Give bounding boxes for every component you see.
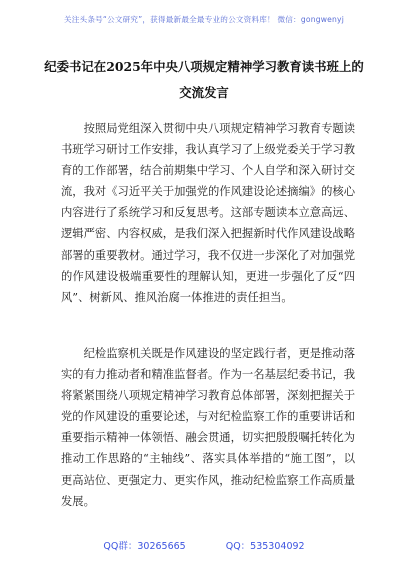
paragraph-2: 纪检监察机关既是作风建设的坚定践行者，更是推动落实的有力推动者和精准监督者。作为一名基层纪委书记，我将紧紧围绕八项规定精神学习教育总体部署，深刻把握关于党的作风建设的重要论述，与对纪检监察工作的重要讲话和重要指示精神一体领悟、融会贯通，切实把殷殷嘱托转化为推动工作思路的“主轴线”、落实具体举措的“施工图”，以更高站位、更强定力、更实作风，推动纪检监察工作高质量发展。 bbox=[61, 347, 355, 508]
document-title: 纪委书记在2025年中央八项规定精神学习教育读书班上的交流发言 bbox=[44, 59, 364, 100]
footer-contact bbox=[0, 538, 408, 552]
footer-qq-group: QQ群：30265665 bbox=[103, 541, 186, 552]
header-banner: 关注头条号“公文研究”，获得最新最全最专业的公文资料库！ 微信：gongwenyj bbox=[63, 15, 345, 24]
footer-qq-number: QQ：535304092 bbox=[225, 541, 305, 552]
paragraph-1: 按照局党组深入贯彻中央八项规定精神学习教育专题读书班学习研讨工作安排，我认真学习了上级党委关于学习教育的工作部署，结合前期集中学习、个人自学和深入研讨交流，我对《习近平关于加强党的作风建设论述摘编》的核心内容进行了系统学习和反复思考。这部专题读本立意高远、逻辑严密、内容权威，是我们深入把握新时代作风建设战略部署的重要教材。通过学习，我不仅进一步深化了对加强党的作风建设极端重要性的理解认知，更进一步强化了反“四风”、树新风、推风治腐一体推进的责任担当。 bbox=[61, 122, 355, 304]
